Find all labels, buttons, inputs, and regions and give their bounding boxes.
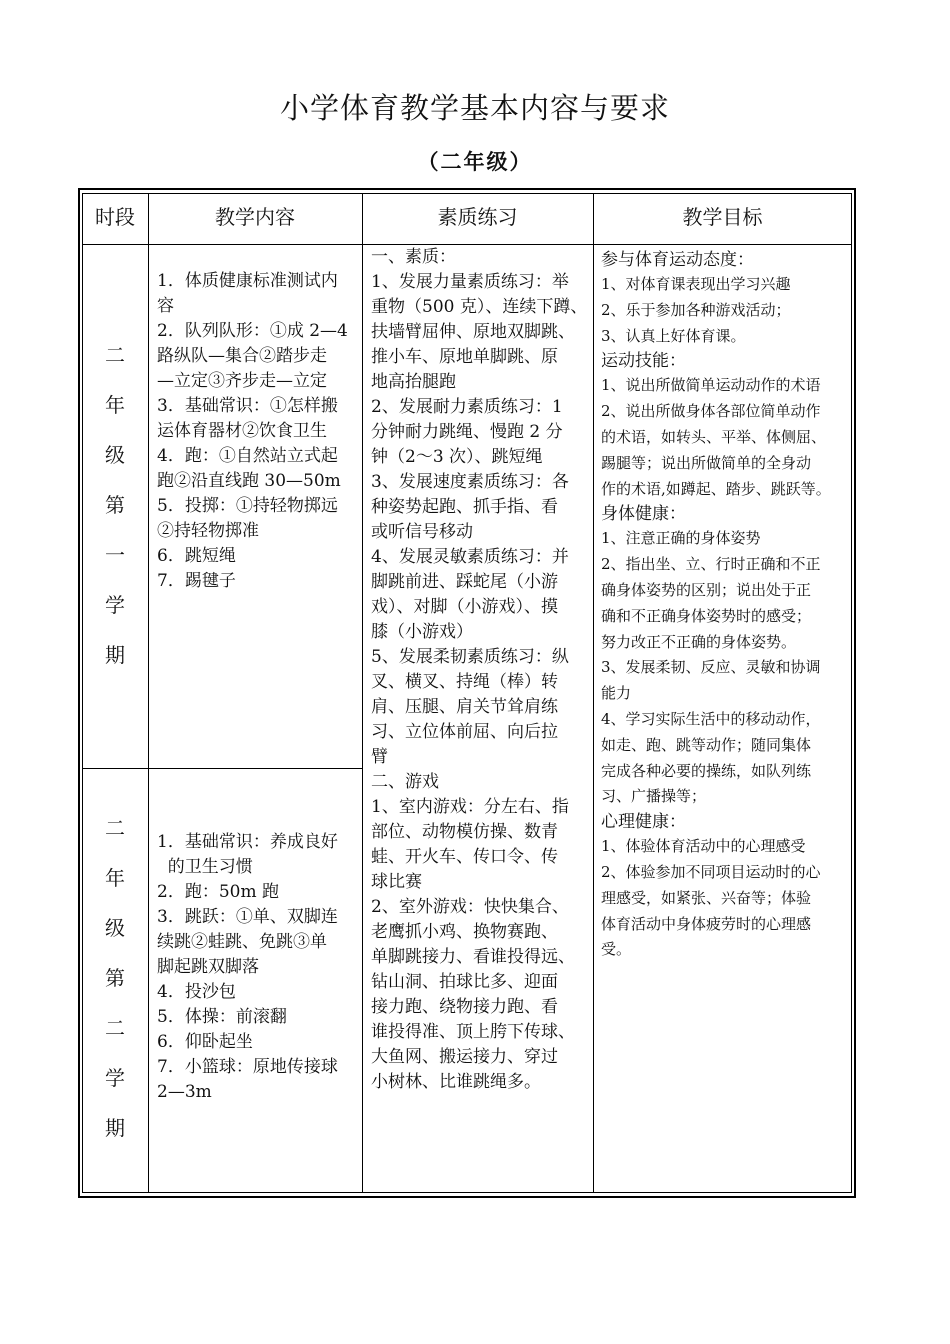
- practice-line: 习、立位体前屈、向后拉: [371, 722, 558, 742]
- period-char: 一: [105, 543, 125, 567]
- content-line: 6．仰卧起坐: [157, 1032, 253, 1052]
- goal-item: 3、认真上好体育课。: [601, 326, 746, 345]
- period-char: 级: [105, 916, 125, 940]
- period-char: 二: [105, 1016, 125, 1040]
- period-char: 年: [105, 393, 125, 417]
- content-line: 5．体操：前滚翻: [157, 1007, 287, 1027]
- practice-line: 一、素质：: [371, 247, 456, 267]
- practice-line: 地高抬腿跑: [371, 372, 456, 392]
- practice-line: 2、室外游戏：快快集合、: [371, 897, 569, 917]
- practice-line: 推小车、原地单脚跳、原: [371, 347, 558, 367]
- content-line: 3．基础常识：①怎样搬: [157, 396, 338, 416]
- practice-line: 球比赛: [371, 872, 422, 892]
- practice-line: 1、发展力量素质练习：举: [371, 272, 569, 292]
- content-line: 7．小篮球：原地传接球: [157, 1057, 338, 1077]
- goal-item: 2、体验参加不同项目运动时的心: [601, 862, 821, 881]
- practice-line: 老鹰抓小鸡、换物赛跑、: [371, 922, 558, 942]
- goal-item: 踢腿等；说出所做简单的全身动: [601, 453, 812, 472]
- practice-line: 分钟耐力跳绳、慢跑 2 分: [371, 422, 563, 442]
- goal-item: 确和不正确身体姿势时的感受；: [601, 606, 812, 625]
- goal-item: 的术语，如转头、平举、体侧屈、: [601, 427, 827, 446]
- content-line: 的卫生习惯: [157, 857, 253, 877]
- period-char: 年: [105, 866, 125, 890]
- content-line: 运体育器材②饮食卫生: [157, 421, 327, 441]
- practice-line: 重物（500 克）、连续下蹲、: [371, 297, 588, 317]
- practice-line: 接力跑、绕物接力跑、看: [371, 997, 558, 1017]
- header-content: 教学内容: [215, 205, 295, 229]
- content-line: 跑②沿直线跑 30—50m: [157, 471, 341, 491]
- goal-item: 1、注意正确的身体姿势: [601, 529, 761, 548]
- content-line: 2．跑：50m 跑: [157, 882, 279, 902]
- header-goals: 教学目标: [682, 205, 763, 229]
- practice-line: 谁投得准、顶上胯下传球、: [371, 1022, 575, 1042]
- content-line: 路纵队—集合②踏步走: [157, 346, 327, 366]
- page-subtitle: （二年级）: [417, 149, 533, 174]
- goal-heading: 运动技能：: [601, 351, 686, 372]
- content-line: 脚起跳双脚落: [157, 957, 259, 977]
- goal-item: 能力: [601, 684, 632, 703]
- content-line: 容: [157, 296, 174, 316]
- goal-item: 习、广播操等；: [601, 787, 707, 806]
- goal-heading: 参与体育运动态度：: [601, 250, 754, 270]
- goal-item: 完成各种必要的操练，如队列练: [601, 761, 812, 780]
- practice-line: 部位、动物模仿操、数青: [371, 822, 558, 842]
- column-divider-1: [148, 193, 149, 1193]
- page-title: 小学体育教学基本内容与要求: [279, 91, 670, 125]
- content-line: 5．投掷：①持轻物掷远: [157, 496, 338, 516]
- content-line: 4．跑：①自然站立式起: [157, 446, 338, 466]
- goal-item: 2、说出所做身体各部位简单动作: [601, 402, 821, 421]
- practice-line: 钻山洞、拍球比多、迎面: [371, 972, 558, 992]
- content-semester-2: [157, 830, 362, 1105]
- content-line: 7．踢毽子: [157, 571, 236, 591]
- practice-line: 5、发展柔韧素质练习：纵: [371, 647, 569, 667]
- content-line: 4．投沙包: [157, 982, 236, 1002]
- goal-item: 受。: [601, 940, 632, 959]
- column-divider-2: [362, 193, 363, 1193]
- period-char: 二: [105, 343, 125, 367]
- practice-line: 单脚跳接力、看谁投得远、: [371, 947, 575, 967]
- practice-line: 臂: [371, 747, 388, 767]
- goal-item: 1、说出所做简单运动动作的术语: [601, 376, 821, 395]
- practice-line: 种姿势起跑、抓手指、看: [371, 497, 558, 517]
- practice-column: [371, 245, 593, 1095]
- period-char: 第: [105, 966, 125, 990]
- goal-item: 2、乐于参加各种游戏活动；: [601, 300, 791, 319]
- practice-line: 或听信号移动: [371, 522, 473, 542]
- practice-line: 4、发展灵敏素质练习：并: [371, 547, 569, 567]
- period-label-semester-1: [83, 330, 147, 680]
- content-line: —立定③齐步走—立定: [157, 371, 327, 391]
- goal-item: 4、学习实际生活中的移动动作，: [601, 709, 821, 728]
- content-semester-1: [157, 269, 362, 594]
- content-line: ②持轻物掷准: [157, 521, 259, 541]
- period-char: 期: [105, 643, 125, 667]
- practice-line: 扶墙臂屈伸、原地双脚跳、: [371, 322, 575, 342]
- content-line: 1．体质健康标准测试内: [157, 271, 338, 291]
- goal-item: 作的术语,如蹲起、踏步、跳跃等。: [601, 479, 831, 498]
- period-char: 级: [105, 443, 125, 467]
- header-practice: 素质练习: [437, 205, 518, 229]
- content-line: 1．基础常识：养成良好: [157, 832, 338, 852]
- period-char: 二: [105, 816, 125, 840]
- practice-line: 戏）、对脚（小游戏）、摸: [371, 597, 558, 617]
- content-line: 2—3m: [157, 1082, 212, 1102]
- content-line: 续跳②蛙跳、免跳③单: [157, 932, 327, 952]
- practice-line: 小树林、比谁跳绳多。: [371, 1072, 541, 1092]
- goal-heading: 身体健康：: [601, 504, 686, 525]
- period-char: 学: [105, 593, 125, 617]
- content-line: 6．跳短绳: [157, 546, 236, 566]
- goals-column: [601, 248, 851, 963]
- goal-item: 2、指出坐、立、行时正确和不正: [601, 555, 821, 574]
- period-char: 期: [105, 1116, 125, 1140]
- goal-item: 确身体姿势的区别；说出处于正: [601, 580, 812, 599]
- goal-item: 1、对体育课表现出学习兴趣: [601, 275, 791, 293]
- period-char: 学: [105, 1066, 125, 1090]
- practice-line: 1、室内游戏：分左右、指: [371, 797, 569, 817]
- practice-line: 3、发展速度素质练习：各: [371, 472, 569, 492]
- practice-line: 蛙、开火车、传口令、传: [371, 847, 558, 867]
- column-divider-3: [593, 193, 594, 1193]
- goal-item: 1、体验体育活动中的心理感受: [601, 837, 806, 856]
- period-char: 第: [105, 493, 125, 517]
- content-line: 2．队列队形：①成 2—4: [157, 321, 348, 341]
- goal-item: 体育活动中身体疲劳时的心理感: [601, 914, 812, 933]
- practice-line: 脚跳前进、踩蛇尾（小游: [371, 572, 558, 592]
- practice-line: 钟（2～3 次）、跳短绳: [371, 447, 543, 467]
- goal-item: 3、发展柔韧、反应、灵敏和协调: [601, 658, 821, 677]
- practice-line: 肩、压腿、肩关节耸肩练: [371, 697, 558, 717]
- header-period: 时段: [95, 205, 135, 229]
- goal-item: 如走、跑、跳等动作；随同集体: [601, 735, 812, 754]
- goal-item: 努力改正不正确的身体姿势。: [601, 632, 797, 651]
- practice-line: 二、游戏: [371, 772, 439, 792]
- practice-line: 叉、横叉、持绳（棒）转: [371, 672, 558, 692]
- practice-line: 大鱼网、搬运接力、穿过: [371, 1047, 558, 1067]
- practice-line: 2、发展耐力素质练习：1: [371, 397, 563, 417]
- goal-heading: 心理健康：: [601, 812, 686, 833]
- content-line: 3．跳跃：①单、双脚连: [157, 907, 338, 927]
- period-label-semester-2: [83, 803, 147, 1153]
- goal-item: 理感受，如紧张、兴奋等；体验: [601, 888, 812, 907]
- semester-divider: [82, 768, 362, 769]
- practice-line: 膝（小游戏）: [371, 622, 473, 642]
